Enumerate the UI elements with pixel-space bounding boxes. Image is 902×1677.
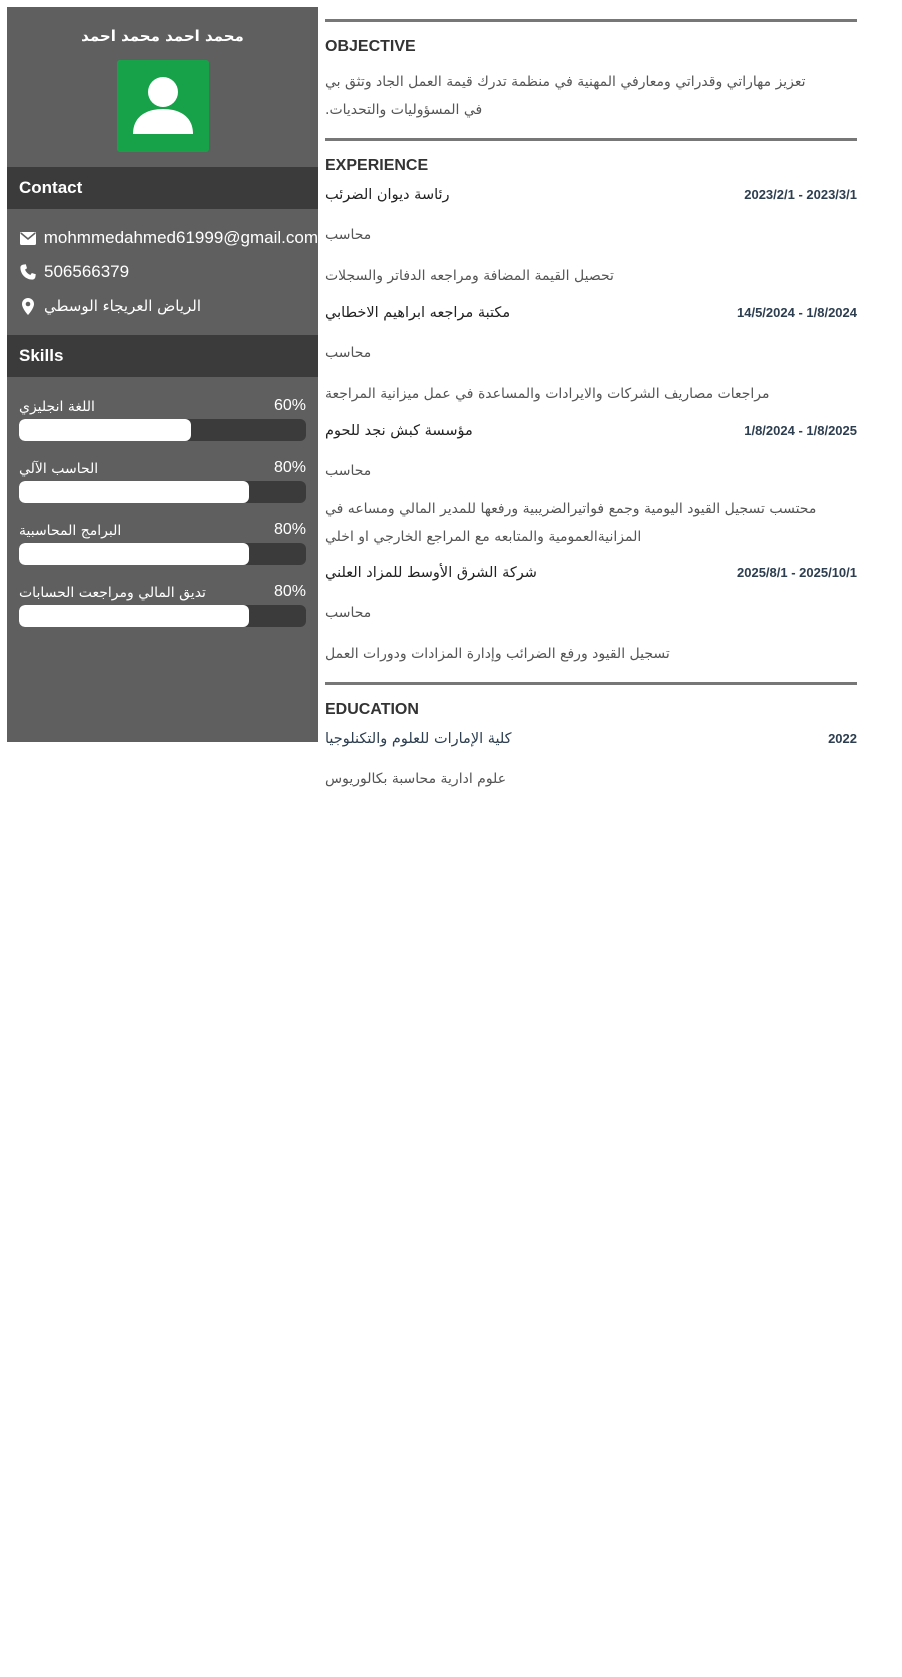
skill-bar-fill: [19, 419, 191, 441]
skill-percent: 60%: [273, 397, 306, 414]
skill-percent: 80%: [273, 583, 306, 600]
contact-heading: Contact: [7, 167, 318, 209]
skill-bar-fill: [19, 543, 249, 565]
phone-icon: [19, 263, 37, 281]
experience-entry: [325, 423, 857, 551]
skill-name: اللغة انجليزي: [19, 399, 95, 415]
skill-name: البرامج المحاسبية: [19, 523, 122, 539]
experience-description: تحصيل القيمة المضافة ومراجعه الدفاتر والسجلات: [325, 268, 614, 284]
experience-role: محاسب: [325, 463, 372, 479]
section-divider: [325, 682, 857, 685]
experience-date: 1/8/2024 - 1/8/2025: [744, 423, 857, 438]
experience-date: 14/5/2024 - 1/8/2024: [737, 305, 857, 320]
contact-location: [7, 289, 318, 323]
user-silhouette-icon: [117, 60, 209, 152]
sidebar: [7, 7, 318, 742]
skill-bar-fill: [19, 481, 249, 503]
experience-entry: [325, 565, 857, 662]
contact-list: [7, 209, 318, 335]
skill-item: [7, 515, 318, 577]
skill-bar-track: [19, 543, 306, 565]
location-pin-icon: [19, 297, 37, 315]
skill-item: [7, 577, 318, 639]
profile-name: محمد احمد محمد احمد: [81, 27, 244, 45]
skill-item: [7, 391, 318, 453]
education-degree: علوم ادارية محاسبة بكالوريوس: [325, 771, 507, 787]
experience-company: شركة الشرق الأوسط للمزاد العلني: [325, 565, 537, 581]
experience-heading: EXPERIENCE: [325, 157, 429, 174]
skill-item: [7, 453, 318, 515]
experience-role: محاسب: [325, 227, 372, 243]
contact-email-text: mohmmedahmed61999@gmail.com: [43, 228, 318, 247]
contact-phone-text: 506566379: [44, 262, 130, 281]
experience-description: تسجيل القيود ورفع الضرائب وإدارة المزادات ودورات العمل: [325, 646, 670, 662]
experience-company: مكتبة مراجعه ابراهيم الاخطابي: [325, 305, 511, 321]
skills-list: [7, 377, 318, 639]
experience-role: محاسب: [325, 605, 372, 621]
skill-bar-track: [19, 419, 306, 441]
education-school: كلية الإمارات للعلوم والتكنلوجيا: [325, 731, 512, 747]
objective-heading: OBJECTIVE: [325, 38, 416, 55]
experience-entry: [325, 187, 857, 284]
experience-description: محتسب تسجيل القيود اليومية وجمع فواتيرالضريبية ورفعها للمدير المالي ومساعه في المزانيةالعمومية والمتابعه مع المراجع الخارجي او اخلي: [325, 501, 817, 545]
skill-name: الحاسب الآلي: [19, 461, 99, 477]
experience-entry: [325, 305, 857, 402]
education-year: 2022: [828, 731, 857, 746]
envelope-icon: [19, 229, 37, 247]
experience-date: 2025/8/1 - 2025/10/1: [737, 565, 857, 580]
education-entry: [325, 731, 857, 787]
section-divider: [325, 19, 857, 22]
skill-bar-fill: [19, 605, 249, 627]
skill-name: تديق المالي ومراجعت الحسابات: [19, 585, 206, 601]
experience-date: 2023/2/1 - 2023/3/1: [744, 187, 857, 202]
experience-role: محاسب: [325, 345, 372, 361]
contact-phone[interactable]: [7, 255, 318, 289]
main-content: [325, 0, 857, 787]
profile-block: [7, 7, 318, 167]
skills-heading: Skills: [7, 335, 318, 377]
experience-company: مؤسسة كبش نجد للحوم: [325, 423, 473, 439]
skill-percent: 80%: [273, 459, 306, 476]
contact-location-text: الرياض العريجاء الوسطي: [44, 297, 202, 315]
experience-company: رئاسة ديوان الضرئب: [325, 187, 450, 203]
experience-description: مراجعات مصاريف الشركات والايرادات والمساعدة في عمل ميزانية المراجعة: [325, 386, 770, 402]
skill-percent: 80%: [273, 521, 306, 538]
contact-email[interactable]: [7, 221, 318, 255]
education-heading: EDUCATION: [325, 701, 419, 718]
skill-bar-track: [19, 481, 306, 503]
objective-text: تعزيز مهاراتي وقدراتي ومعارفي المهنية في منظمة تدرك قيمة العمل الجاد وتثق بي في المسؤوليات والتحديات.: [325, 74, 806, 118]
avatar: [117, 60, 209, 152]
skill-bar-track: [19, 605, 306, 627]
section-divider: [325, 138, 857, 141]
